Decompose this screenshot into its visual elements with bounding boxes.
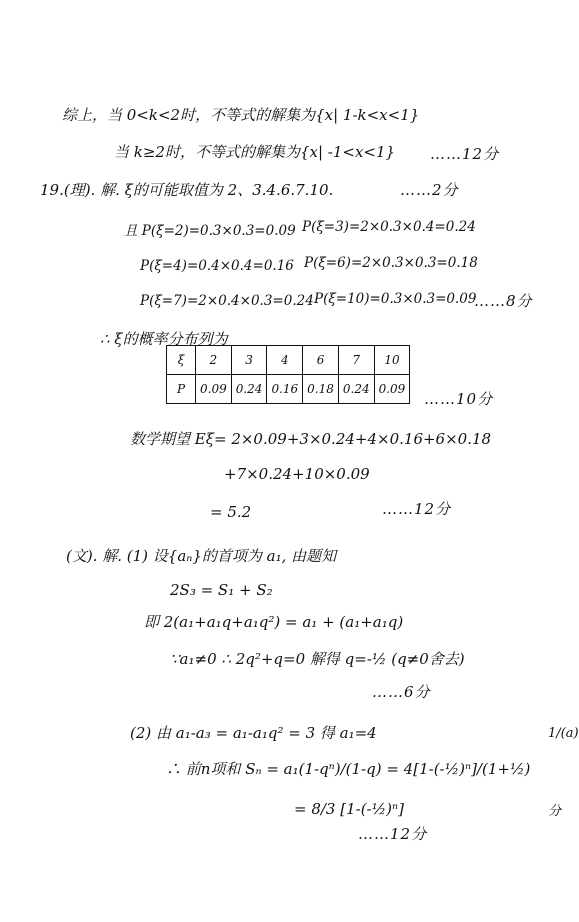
part2-line: (2) 由 a₁-a₃ = a₁-a₁q² = 3 得 a₁=4 <box>130 724 377 742</box>
table-cell: 2 <box>196 346 232 375</box>
table-cell: 4 <box>267 346 303 375</box>
score-10: ……10分 <box>424 390 494 408</box>
table-cell: 0.24 <box>231 375 267 404</box>
margin-note-bottom: 分 <box>548 804 562 819</box>
prob-xi-3: P(ξ=3)=2×0.3×0.4=0.24 <box>302 219 476 235</box>
score-12-b: ……12分 <box>382 500 452 518</box>
table-row-p <box>167 375 410 404</box>
prob-xi-7: P(ξ=7)=2×0.4×0.3=0.24 <box>140 293 314 309</box>
table-cell: 0.09 <box>196 375 232 404</box>
sum-formula: ∴ 前n项和 Sₙ = a₁(1-qⁿ)/(1-q) = 4[1-(-½)ⁿ]/(1+½) <box>166 760 531 778</box>
table-cell: 6 <box>303 346 339 375</box>
eq-2s3: 2S₃ = S₁ + S₂ <box>170 581 273 599</box>
line-conclusion-1: 综上，当 0<k<2时，不等式的解集为{x| 1-k<x<1} <box>62 106 420 124</box>
score-12-a: ……12分 <box>430 145 500 163</box>
eq-solve-q: ∵a₁≠0 ∴ 2q²+q=0 解得 q=-½ (q≠0舍去) <box>170 650 465 668</box>
score-6: ……6分 <box>372 683 431 701</box>
table-cell: 3 <box>231 346 267 375</box>
probability-distribution-table <box>166 345 410 404</box>
score-8: ……8分 <box>474 292 533 310</box>
q19-heading: 19.(理). 解. ξ的可能取值为 2、3.4.6.7.10. <box>40 181 334 199</box>
distribution-intro: ∴ ξ的概率分布列为 <box>100 330 228 348</box>
table-header-xi: ξ <box>167 346 196 375</box>
table-header-p: P <box>167 375 196 404</box>
score-2: ……2分 <box>400 181 459 199</box>
table-cell: 7 <box>338 346 374 375</box>
table-cell: 0.16 <box>267 375 303 404</box>
table-cell: 10 <box>374 346 410 375</box>
expectation-line-2: +7×0.24+10×0.09 <box>224 465 370 483</box>
expectation-result: = 5.2 <box>210 503 252 521</box>
line-conclusion-2: 当 k≥2时，不等式的解集为{x| -1<x<1} <box>114 143 396 161</box>
score-12-c: ……12分 <box>358 825 428 843</box>
sum-result: = 8/3 [1-(-½)ⁿ] <box>294 800 404 818</box>
wen-heading: (文). 解. (1) 设{aₙ}的首项为 a₁, 由题知 <box>66 547 337 565</box>
table-row-xi <box>167 346 410 375</box>
expectation-line-1: 数学期望 Eξ= 2×0.09+3×0.24+4×0.16+6×0.18 <box>130 430 492 448</box>
table-cell: 0.18 <box>303 375 339 404</box>
table-cell: 0.24 <box>338 375 374 404</box>
eq-expand: 即 2(a₁+a₁q+a₁q²) = a₁ + (a₁+a₁q) <box>144 613 404 631</box>
prob-xi-4: P(ξ=4)=0.4×0.4=0.16 <box>140 258 294 274</box>
prob-xi-10: P(ξ=10)=0.3×0.3=0.09 <box>314 291 477 307</box>
prob-xi-6: P(ξ=6)=2×0.3×0.3=0.18 <box>304 255 478 271</box>
margin-note-top: 1/(a) <box>548 726 579 741</box>
table-cell: 0.09 <box>374 375 410 404</box>
prob-xi-2: 且 P(ξ=2)=0.3×0.3=0.09 <box>124 223 296 239</box>
